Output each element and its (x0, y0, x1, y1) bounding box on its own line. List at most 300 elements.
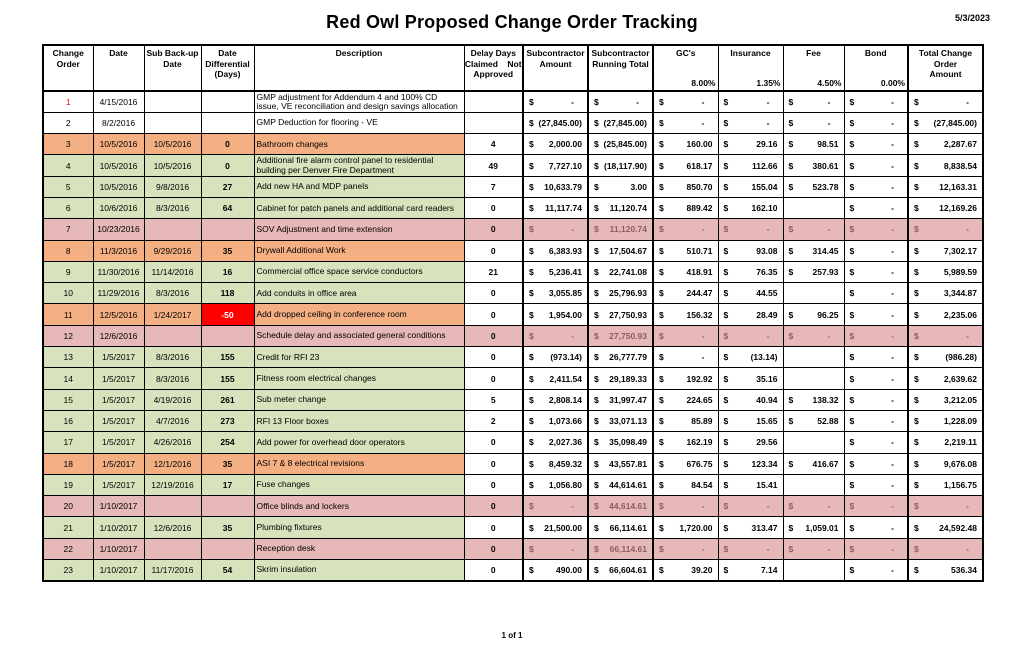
dollar-sign: $ (529, 394, 534, 405)
dollar-sign: $ (594, 564, 599, 575)
rate-bond: 0.00% (880, 78, 905, 89)
dollar-sign: $ (723, 394, 729, 405)
dollar-sign: $ (914, 309, 919, 320)
cell-bond (844, 517, 908, 538)
cell-diff (201, 219, 254, 240)
cell-desc: Add new HA and MDP panels (254, 176, 464, 197)
cell-delay (464, 91, 523, 112)
page-number: 1 of 1 (501, 631, 523, 640)
dollar-sign: $ (723, 479, 729, 490)
cell-delay: 2 (464, 410, 523, 431)
dollar-sign: $ (914, 564, 919, 575)
cell-fee (783, 474, 844, 495)
cell-amount (523, 560, 588, 581)
cell-no: 13 (43, 347, 93, 368)
cell-total (908, 283, 983, 304)
cell-fee (783, 219, 844, 240)
change-order-row (43, 453, 983, 474)
cell-date: 1/5/2017 (93, 410, 144, 431)
cell-total (908, 517, 983, 538)
amount-value: 98.51 (817, 139, 839, 150)
cell-running (588, 261, 653, 282)
amount-value: - (701, 352, 705, 363)
cell-date: 12/6/2016 (93, 325, 144, 346)
cell-desc: Bathroom changes (254, 134, 464, 155)
dollar-sign: $ (659, 394, 664, 405)
column-header-total: Total Change Order Amount (908, 45, 983, 91)
amount-value: 314.45 (812, 245, 839, 256)
cell-gcs (653, 538, 718, 559)
cell-ins (718, 283, 783, 304)
cell-no: 8 (43, 240, 93, 261)
dollar-sign: $ (723, 352, 729, 363)
dollar-sign: $ (723, 522, 729, 533)
column-header-desc: Description (254, 45, 464, 91)
dollar-sign: $ (594, 416, 599, 427)
amount-value: - (827, 117, 831, 128)
cell-desc: Office blinds and lockers (254, 496, 464, 517)
dollar-sign: $ (529, 458, 534, 469)
cell-date: 11/30/2016 (93, 261, 144, 282)
dollar-sign: $ (788, 267, 794, 278)
cell-amount (523, 219, 588, 240)
dollar-sign: $ (849, 160, 855, 171)
amount-value: - (701, 543, 705, 554)
cell-amount (523, 261, 588, 282)
amount-value: - (891, 330, 894, 341)
amount-value: 7,302.17 (943, 245, 977, 256)
amount-value: - (891, 309, 894, 320)
amount-value: - (891, 181, 894, 192)
cell-amount (523, 304, 588, 325)
amount-value: 112.66 (751, 160, 778, 171)
amount-value: - (891, 267, 894, 278)
amount-value: 380.61 (812, 160, 839, 171)
cell-sub_date: 1/24/2017 (144, 304, 201, 325)
cell-amount (523, 176, 588, 197)
cell-desc: GMP Deduction for flooring - VE (254, 112, 464, 133)
cell-total (908, 134, 983, 155)
amount-value: 44,614.61 (609, 501, 647, 512)
cell-desc: Reception desk (254, 538, 464, 559)
cell-total (908, 261, 983, 282)
cell-amount (523, 368, 588, 389)
dollar-sign: $ (723, 160, 729, 171)
cell-fee (783, 91, 844, 112)
amount-value: 162.10 (751, 203, 778, 214)
dollar-sign: $ (914, 330, 919, 341)
column-header-fee: Fee 4.50% (783, 45, 844, 91)
dollar-sign: $ (849, 330, 855, 341)
dollar-sign: $ (594, 288, 599, 299)
cell-sub_date: 12/1/2016 (144, 453, 201, 474)
cell-gcs (653, 283, 718, 304)
cell-ins (718, 560, 783, 581)
dollar-sign: $ (788, 522, 794, 533)
cell-diff: 54 (201, 560, 254, 581)
amount-value: 40.94 (756, 394, 778, 405)
amount-value: 138.32 (812, 394, 839, 405)
dollar-sign: $ (659, 160, 664, 171)
cell-ins (718, 389, 783, 410)
dollar-sign: $ (659, 416, 664, 427)
cell-sub_date: 11/17/2016 (144, 560, 201, 581)
cell-ins (718, 219, 783, 240)
change-order-row (43, 560, 983, 581)
cell-gcs (653, 453, 718, 474)
dollar-sign: $ (788, 96, 794, 107)
cell-ins (718, 261, 783, 282)
dollar-sign: $ (849, 245, 855, 256)
cell-amount (523, 283, 588, 304)
cell-sub_date: 10/5/2016 (144, 155, 201, 176)
column-header-no: Change Order (43, 45, 93, 91)
cell-total (908, 325, 983, 346)
dollar-sign: $ (659, 458, 664, 469)
column-header-running: Subcontractor Running Total (588, 45, 653, 91)
amount-value: (27,845.00) (933, 117, 977, 128)
change-order-row (43, 496, 983, 517)
amount-value: 155.04 (751, 181, 778, 192)
dollar-sign: $ (788, 543, 794, 554)
amount-value: - (766, 96, 770, 107)
dollar-sign: $ (723, 139, 729, 150)
dollar-sign: $ (849, 458, 855, 469)
cell-running (588, 304, 653, 325)
cell-running (588, 112, 653, 133)
dollar-sign: $ (594, 160, 599, 171)
cell-date: 1/5/2017 (93, 453, 144, 474)
amount-value: 2,027.36 (548, 437, 582, 448)
amount-value: - (701, 117, 705, 128)
dollar-sign: $ (659, 373, 664, 384)
cell-no: 20 (43, 496, 93, 517)
cell-diff: 155 (201, 368, 254, 389)
change-order-row (43, 347, 983, 368)
dollar-sign: $ (659, 288, 664, 299)
amount-value: - (701, 224, 705, 235)
amount-value: - (766, 543, 770, 554)
cell-desc: GMP adjustment for Addendum 4 and 100% CD issue, VE reconciliation and design savings allocation (254, 91, 464, 112)
change-order-row (43, 368, 983, 389)
amount-value: - (891, 437, 894, 448)
amount-value: 224.65 (686, 394, 713, 405)
cell-gcs (653, 219, 718, 240)
amount-value: - (636, 96, 639, 107)
cell-sub_date: 8/3/2016 (144, 197, 201, 218)
column-header-bond: Bond 0.00% (844, 45, 908, 91)
dollar-sign: $ (788, 160, 794, 171)
cell-total (908, 197, 983, 218)
cell-ins (718, 155, 783, 176)
dollar-sign: $ (723, 416, 729, 427)
cell-delay: 0 (464, 304, 523, 325)
dollar-sign: $ (659, 522, 664, 533)
cell-amount (523, 496, 588, 517)
cell-total (908, 496, 983, 517)
dollar-sign: $ (849, 416, 855, 427)
column-header-date: Date (93, 45, 144, 91)
cell-no: 11 (43, 304, 93, 325)
dollar-sign: $ (788, 416, 794, 427)
dollar-sign: $ (914, 203, 919, 214)
cell-gcs (653, 155, 718, 176)
amount-value: 1,073.66 (548, 416, 582, 427)
cell-running (588, 197, 653, 218)
amount-value: 66,604.61 (609, 564, 647, 575)
dollar-sign: $ (594, 224, 599, 235)
cell-gcs (653, 134, 718, 155)
amount-value: - (827, 501, 831, 512)
cell-date: 1/10/2017 (93, 560, 144, 581)
cell-diff: 16 (201, 261, 254, 282)
dollar-sign: $ (529, 139, 534, 150)
amount-value: - (891, 203, 894, 214)
cell-gcs (653, 91, 718, 112)
dollar-sign: $ (788, 458, 794, 469)
amount-value: - (766, 224, 770, 235)
cell-bond (844, 304, 908, 325)
cell-bond (844, 112, 908, 133)
cell-date: 1/5/2017 (93, 368, 144, 389)
amount-value: 6,383.93 (548, 245, 582, 256)
cell-total (908, 389, 983, 410)
amount-value: 96.25 (817, 309, 839, 320)
dollar-sign: $ (849, 564, 855, 575)
cell-total (908, 219, 983, 240)
dollar-sign: $ (594, 245, 599, 256)
dollar-sign: $ (723, 117, 729, 128)
cell-bond (844, 283, 908, 304)
dollar-sign: $ (849, 288, 855, 299)
amount-value: - (891, 373, 894, 384)
amount-value: 39.20 (691, 564, 713, 575)
amount-value: - (891, 288, 894, 299)
cell-amount (523, 474, 588, 495)
amount-value: - (891, 416, 894, 427)
cell-delay (464, 112, 523, 133)
dollar-sign: $ (914, 267, 919, 278)
column-header-delay: Delay Days Claimed Not Approved (464, 45, 523, 91)
dollar-sign: $ (849, 352, 855, 363)
dollar-sign: $ (659, 224, 664, 235)
amount-value: 5,989.59 (943, 267, 977, 278)
dollar-sign: $ (849, 373, 855, 384)
amount-value: 3,212.05 (943, 394, 977, 405)
cell-bond (844, 261, 908, 282)
cell-gcs (653, 389, 718, 410)
amount-value: 257.93 (812, 267, 839, 278)
dollar-sign: $ (594, 330, 599, 341)
cell-bond (844, 325, 908, 346)
cell-no: 14 (43, 368, 93, 389)
rate-fee: 4.50% (817, 78, 842, 89)
amount-value: 2,639.62 (943, 373, 977, 384)
cell-bond (844, 134, 908, 155)
column-header-ins: Insurance 1.35% (718, 45, 783, 91)
amount-value: 33,071.13 (609, 416, 647, 427)
dollar-sign: $ (723, 458, 729, 469)
cell-gcs (653, 304, 718, 325)
dollar-sign: $ (849, 309, 855, 320)
dollar-sign: $ (914, 160, 919, 171)
amount-value: 5,236.41 (548, 267, 582, 278)
cell-sub_date: 8/3/2016 (144, 347, 201, 368)
dollar-sign: $ (849, 394, 855, 405)
cell-ins (718, 197, 783, 218)
cell-running (588, 347, 653, 368)
cell-sub_date (144, 325, 201, 346)
change-order-row (43, 91, 983, 112)
dollar-sign: $ (529, 203, 534, 214)
dollar-sign: $ (723, 224, 729, 235)
amount-value: 2,235.06 (943, 309, 977, 320)
page-title: Red Owl Proposed Change Order Tracking (326, 12, 698, 32)
cell-amount (523, 347, 588, 368)
amount-value: - (571, 501, 574, 512)
dollar-sign: $ (914, 181, 919, 192)
cell-running (588, 453, 653, 474)
amount-value: - (891, 479, 894, 490)
amount-value: 26,777.79 (609, 352, 647, 363)
dollar-sign: $ (914, 479, 919, 490)
dollar-sign: $ (659, 139, 664, 150)
change-order-row (43, 112, 983, 133)
dollar-sign: $ (659, 181, 664, 192)
dollar-sign: $ (529, 330, 534, 341)
dollar-sign: $ (914, 117, 919, 128)
cell-date: 1/5/2017 (93, 474, 144, 495)
report-date: 5/3/2023 (954, 13, 990, 23)
cell-ins (718, 112, 783, 133)
amount-value: 35.16 (756, 373, 778, 384)
amount-value: 76.35 (756, 267, 778, 278)
amount-value: 1,056.80 (548, 479, 582, 490)
amount-value: - (571, 96, 574, 107)
cell-date: 1/10/2017 (93, 538, 144, 559)
amount-value: 31,997.47 (609, 394, 647, 405)
dollar-sign: $ (594, 139, 599, 150)
dollar-sign: $ (594, 203, 599, 214)
dollar-sign: $ (659, 501, 664, 512)
cell-delay: 0 (464, 474, 523, 495)
cell-desc: Add conduits in office area (254, 283, 464, 304)
dollar-sign: $ (659, 96, 664, 107)
amount-value: 66,114.61 (609, 543, 647, 554)
amount-value: 17,504.67 (609, 245, 647, 256)
amount-value: 192.92 (686, 373, 713, 384)
cell-amount (523, 432, 588, 453)
cell-diff (201, 538, 254, 559)
cell-fee (783, 112, 844, 133)
amount-value: 11,120.74 (609, 203, 647, 214)
dollar-sign: $ (529, 309, 534, 320)
cell-delay: 0 (464, 283, 523, 304)
cell-running (588, 240, 653, 261)
amount-value: 85.89 (691, 416, 713, 427)
cell-desc: Add dropped ceiling in conference room (254, 304, 464, 325)
change-order-row (43, 432, 983, 453)
amount-value: - (891, 96, 894, 107)
cell-ins (718, 496, 783, 517)
dollar-sign: $ (723, 96, 729, 107)
dollar-sign: $ (849, 501, 855, 512)
cell-gcs (653, 410, 718, 431)
cell-running (588, 517, 653, 538)
change-order-row (43, 283, 983, 304)
dollar-sign: $ (788, 181, 794, 192)
amount-value: 1,954.00 (548, 309, 582, 320)
cell-diff (201, 325, 254, 346)
amount-value: 27,750.93 (609, 309, 647, 320)
cell-total (908, 432, 983, 453)
cell-delay: 21 (464, 261, 523, 282)
cell-fee (783, 453, 844, 474)
dollar-sign: $ (659, 543, 664, 554)
amount-value: - (827, 330, 831, 341)
dollar-sign: $ (529, 352, 534, 363)
amount-value: - (766, 117, 770, 128)
column-header-amount: Subcontractor Amount (523, 45, 588, 91)
cell-diff: 118 (201, 283, 254, 304)
header-row (43, 45, 983, 91)
amount-value: 43,557.81 (609, 458, 647, 469)
cell-date: 10/5/2016 (93, 155, 144, 176)
change-order-row (43, 240, 983, 261)
amount-value: - (827, 224, 831, 235)
amount-value: 313.47 (751, 522, 778, 533)
amount-value: 21,500.00 (544, 522, 582, 533)
cell-amount (523, 453, 588, 474)
amount-value: - (891, 224, 894, 235)
amount-value: 536.34 (951, 564, 977, 575)
dollar-sign: $ (788, 117, 794, 128)
dollar-sign: $ (659, 330, 664, 341)
cell-total (908, 347, 983, 368)
cell-ins (718, 304, 783, 325)
amount-value: 24,592.48 (939, 522, 977, 533)
cell-running (588, 325, 653, 346)
cell-fee (783, 560, 844, 581)
cell-diff: 27 (201, 176, 254, 197)
cell-gcs (653, 432, 718, 453)
cell-no: 5 (43, 176, 93, 197)
dollar-sign: $ (529, 181, 534, 192)
cell-desc: Sub meter change (254, 389, 464, 410)
cell-fee (783, 517, 844, 538)
cell-total (908, 91, 983, 112)
amount-value: 28.49 (756, 309, 778, 320)
cell-ins (718, 368, 783, 389)
cell-running (588, 538, 653, 559)
cell-fee (783, 197, 844, 218)
cell-amount (523, 112, 588, 133)
dollar-sign: $ (723, 245, 729, 256)
amount-value: - (891, 245, 894, 256)
cell-date: 8/2/2016 (93, 112, 144, 133)
dollar-sign: $ (529, 96, 534, 107)
cell-amount (523, 410, 588, 431)
amount-value: (18,117.90) (603, 160, 647, 171)
change-order-row (43, 325, 983, 346)
change-order-row (43, 538, 983, 559)
dollar-sign: $ (659, 437, 664, 448)
amount-value: - (891, 117, 894, 128)
dollar-sign: $ (529, 479, 534, 490)
amount-value: 35,098.49 (609, 437, 647, 448)
dollar-sign: $ (914, 437, 919, 448)
cell-total (908, 240, 983, 261)
